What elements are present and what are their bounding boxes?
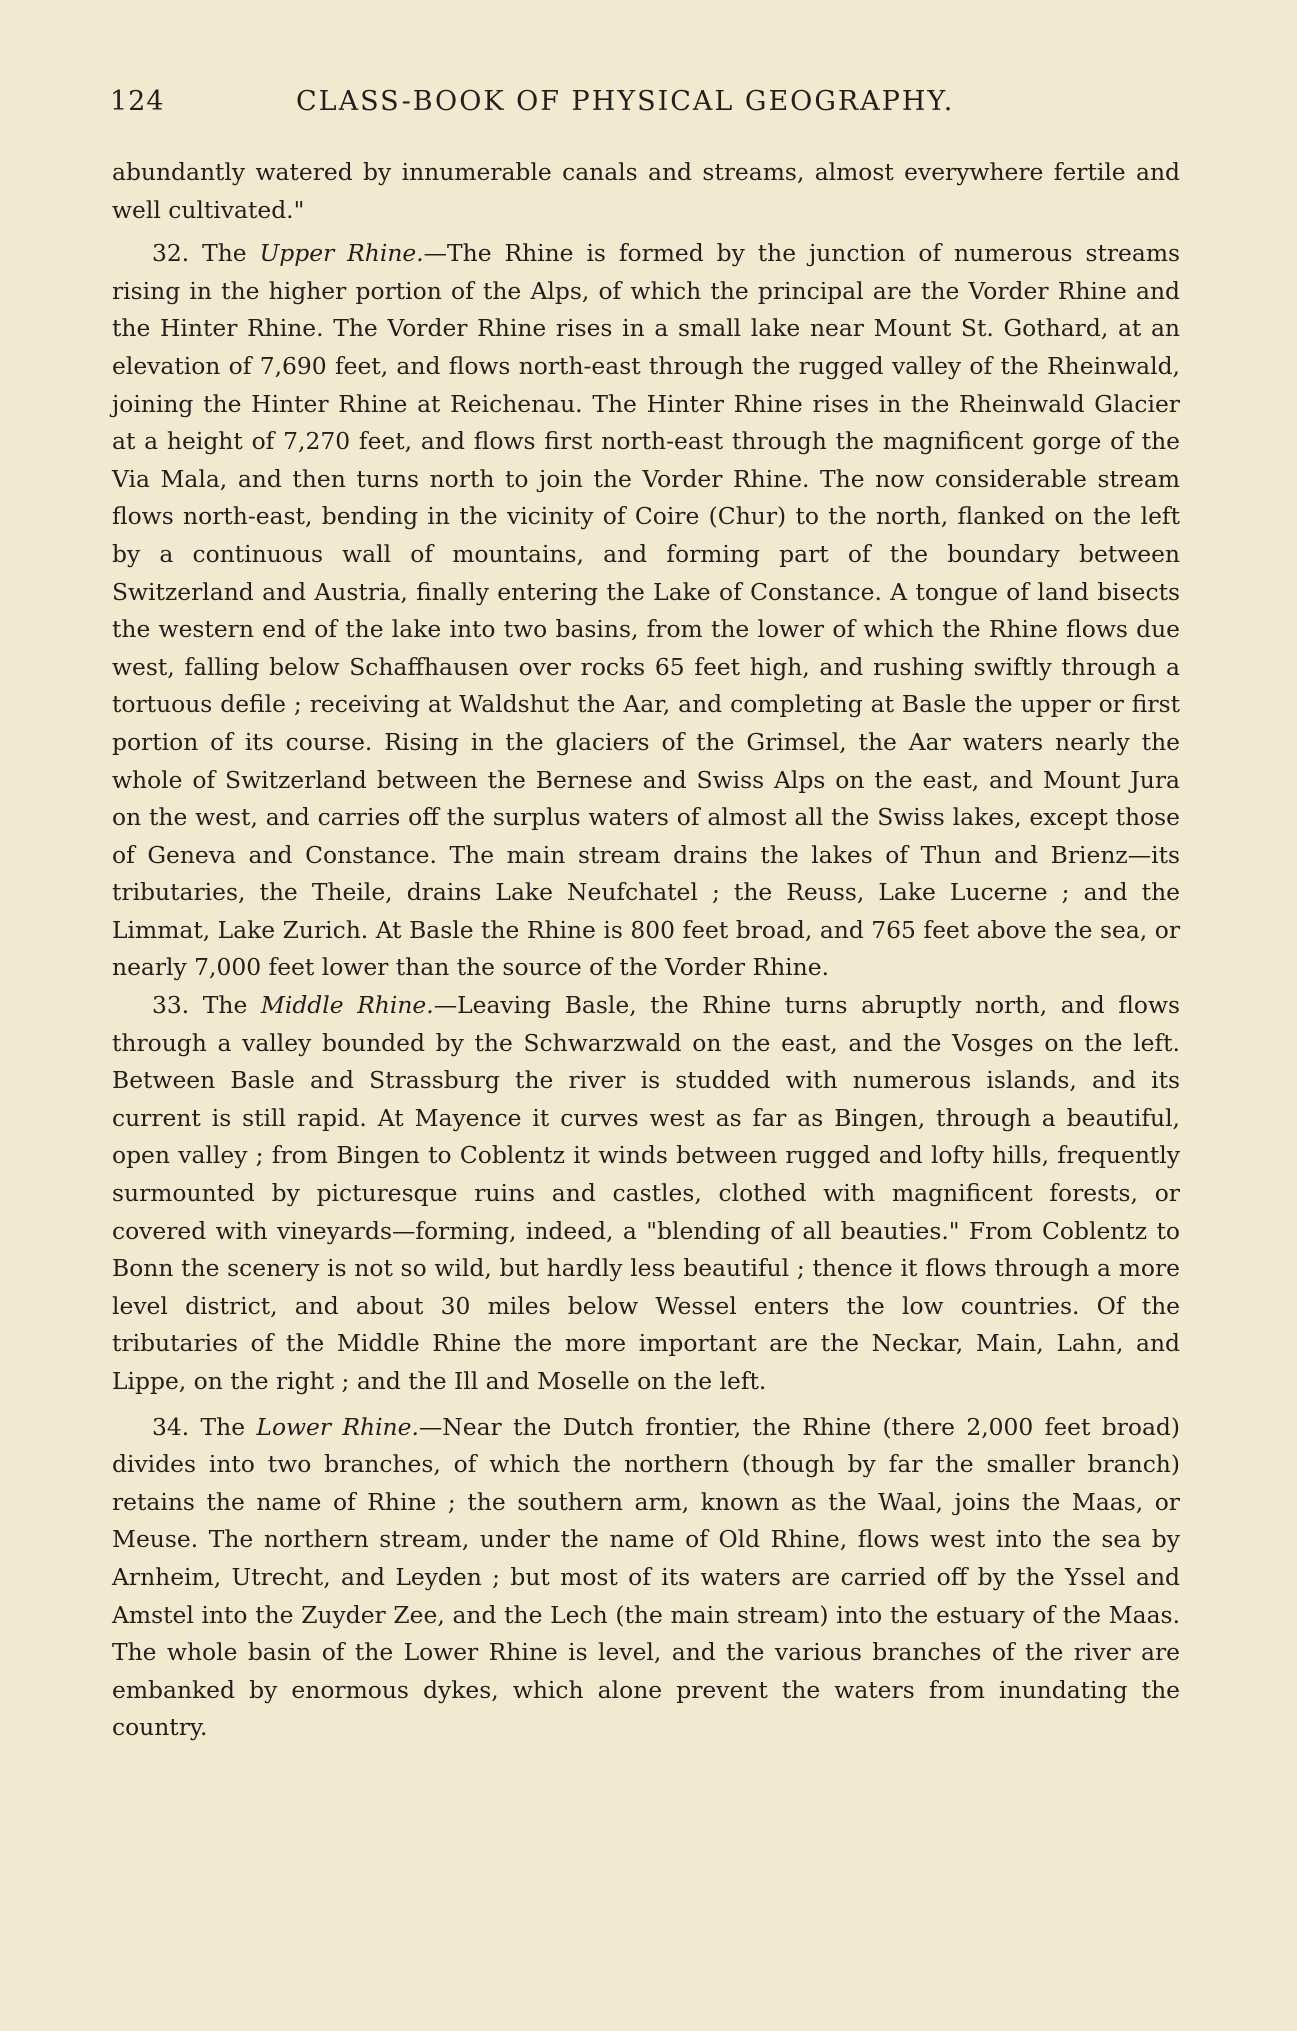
section-text: —Leaving Basle, the Rhine turns abruptly north, and flows through a valley bounded by the Schwarzwald on the east, and the Vosges on the left. Between Basle and Strassburg the river is studded with numerous islands, and its current is still rapid. At Mayence it curves west as far as Bingen, through a beautiful, open valley ; from Bingen to Coblentz it winds between rugged and lofty hills, frequently surmounted by picturesque ruins and castles, clothed with magnificent forests, or covered with vineyards—forming, indeed, a "blending of all beauties." From Coblentz to Bonn the scenery is not so wild, but hardly less beautiful ; thence it flows through a more level district, and about 30 miles below Wessel enters the low countries. Of the tributaries of the Middle Rhine the more important are the Neckar, Main, Lahn, and Lippe, on the right ; and the Ill and Moselle on the left. (112, 991, 1181, 1395)
page-number: 124 (110, 86, 165, 117)
section-number: 34. (152, 1412, 190, 1441)
section-title: Middle Rhine. (260, 991, 434, 1020)
section-title: Upper Rhine. (259, 239, 424, 268)
section-lead: The (202, 239, 247, 268)
section-text: —Near the Dutch frontier, the Rhine (there 2,000 feet broad) divides into two branches, of which the northern (though by far the smaller branch) retains the name of Rhine ; the southern arm, known as the Waal, joins the Maas, or Meuse. The northern stream, under the name of Old Rhine, flows west into the sea by Arnheim, Utrecht, and Leyden ; but most of its waters are carried off by the Yssel and Amstel into the Zuyder Zee, and the Lech (the main stream) into the estuary of the Maas. The whole basin of the Lower Rhine is level, and the various branches of the river are embanked by enormous dykes, which alone prevent the waters from inundating the country. (112, 1412, 1181, 1742)
section-lead: The (202, 991, 248, 1020)
paragraph-upper-rhine (112, 235, 1180, 987)
section-number: 33. (152, 991, 190, 1020)
paragraph-middle-rhine (112, 987, 1180, 1401)
running-head: CLASS-BOOK OF PHYSICAL GEOGRAPHY. (296, 86, 955, 117)
page-header (110, 86, 1190, 126)
paragraph-continuation: abundantly watered by innumerable canals and streams, almost everywhere fertile and well cultivated." (112, 158, 1180, 224)
paragraph-lower-rhine (112, 1409, 1180, 1747)
section-text: —The Rhine is formed by the junction of numerous streams rising in the higher portion of the Alps, of which the principal are the Vorder Rhine and the Hinter Rhine. The Vorder Rhine rises in a small lake near Mount St. Gothard, at an elevation of 7,690 feet, and flows north-east through the rugged valley of the Rheinwald, joining the Hinter Rhine at Reichenau. The Hinter Rhine rises in the Rheinwald Glacier at a height of 7,270 feet, and flows first north-east through the magnificent gorge of the Via Mala, and then turns north to join the Vorder Rhine. The now considerable stream flows north-east, bending in the vicinity of Coire (Chur) to the north, flanked on the left by a continuous wall of mountains, and forming part of the boundary between Switzerland and Austria, finally entering the Lake of Constance. A tongue of land bisects the western end of the lake into two basins, from the lower of which the Rhine flows due west, falling below Schaffhausen over rocks 65 feet high, and rushing swiftly through a tortuous defile ; receiving at Waldshut the Aar, and completing at Basle the upper or first portion of its course. Rising in the glaciers of the Grimsel, the Aar waters nearly the whole of Switzerland between the Bernese and Swiss Alps on the east, and Mount Jura on the west, and carries off the surplus waters of almost all the Swiss lakes, except those of Geneva and Constance. The main stream drains the lakes of Thun and Brienz—its tributaries, the Theile, drains Lake Neufchatel ; the Reuss, Lake Lucerne ; and the Limmat, Lake Zurich. At Basle the Rhine is 800 feet broad, and 765 feet above the sea, or nearly 7,000 feet lower than the source of the Vorder Rhine. (112, 239, 1180, 982)
section-lead: The (200, 1412, 246, 1441)
page-body (112, 154, 1180, 1747)
section-title: Lower Rhine. (256, 1412, 419, 1441)
section-number: 32. (152, 239, 190, 268)
